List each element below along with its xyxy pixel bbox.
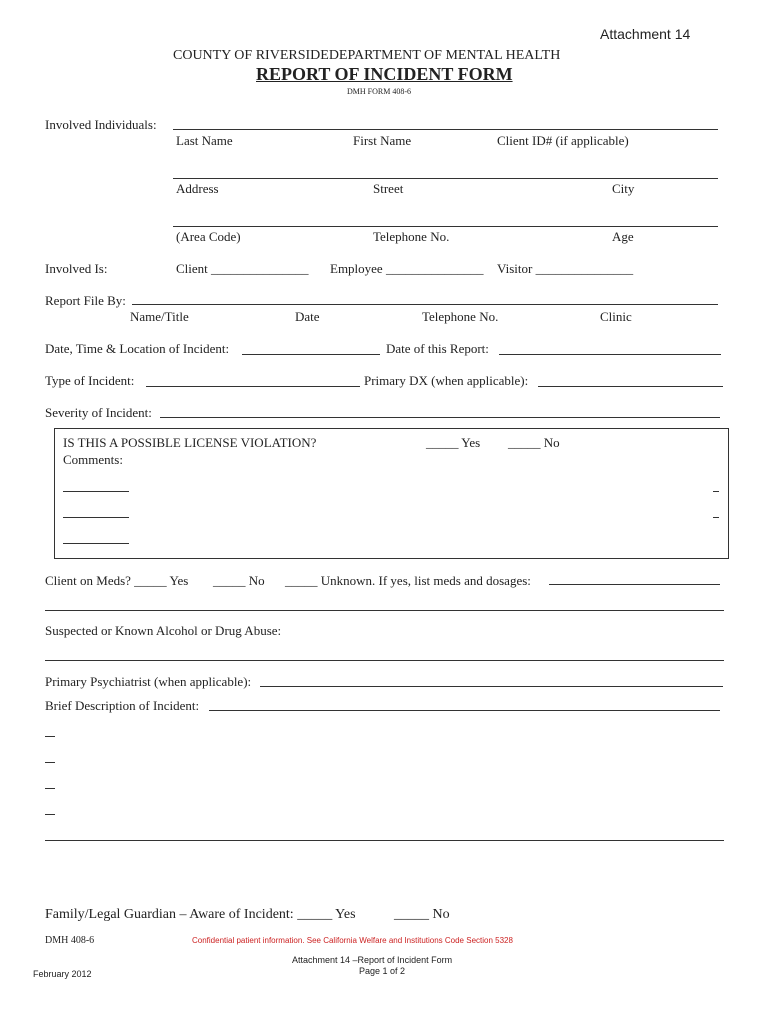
- description-line-full[interactable]: [45, 840, 724, 841]
- comment-line-3[interactable]: [63, 543, 129, 544]
- license-yes-option[interactable]: _____ Yes: [426, 435, 481, 450]
- attachment-label: Attachment 14: [600, 26, 691, 42]
- telephone-label: Telephone No.: [373, 229, 450, 244]
- description-line-3[interactable]: [45, 788, 55, 789]
- comment-line-2[interactable]: [63, 517, 129, 518]
- brief-description-field[interactable]: [209, 710, 720, 711]
- meds-yes-label[interactable]: Client on Meds? _____ Yes: [45, 573, 189, 588]
- comments-label: Comments:: [63, 452, 123, 467]
- comment-line-1-end: [713, 491, 719, 492]
- license-violation-question: IS THIS A POSSIBLE LICENSE VIOLATION?: [63, 435, 317, 450]
- page-title: REPORT OF INCIDENT FORM: [256, 64, 513, 84]
- employee-option[interactable]: Employee _______________: [330, 261, 484, 276]
- footer-date: February 2012: [33, 969, 92, 979]
- form-number: DMH FORM 408-6: [347, 87, 412, 96]
- phone-line[interactable]: [173, 226, 718, 227]
- county-heading: COUNTY OF RIVERSIDEDEPARTMENT OF MENTAL HEALTH: [173, 48, 561, 63]
- date-label: Date: [295, 309, 320, 324]
- report-telephone-label: Telephone No.: [422, 309, 499, 324]
- client-id-label: Client ID# (if applicable): [497, 133, 629, 148]
- primary-dx-label: Primary DX (when applicable):: [364, 373, 529, 388]
- street-label: Street: [373, 181, 404, 196]
- date-of-report-field[interactable]: [499, 354, 721, 355]
- confidential-notice: Confidential patient information. See California Welfare and Institutions Code Section 5328: [192, 936, 513, 945]
- description-line-1[interactable]: [45, 736, 55, 737]
- page-number: Page 1 of 2: [359, 966, 406, 976]
- address-line[interactable]: [173, 178, 718, 179]
- psychiatrist-field[interactable]: [260, 686, 723, 687]
- clinic-label: Clinic: [600, 309, 632, 324]
- involved-is-label: Involved Is:: [45, 261, 108, 276]
- guardian-no-option[interactable]: _____ No: [394, 907, 450, 922]
- description-line-4[interactable]: [45, 814, 55, 815]
- visitor-option[interactable]: Visitor _______________: [497, 261, 634, 276]
- alcohol-drug-field[interactable]: [45, 660, 724, 661]
- footer-dmh: DMH 408-6: [45, 935, 95, 946]
- primary-dx-field[interactable]: [538, 386, 723, 387]
- brief-description-label: Brief Description of Incident:: [45, 698, 200, 713]
- name-title-label: Name/Title: [130, 309, 189, 324]
- city-label: City: [612, 181, 635, 196]
- severity-field[interactable]: [160, 417, 720, 418]
- license-no-option[interactable]: _____ No: [508, 435, 560, 450]
- client-option[interactable]: Client _______________: [176, 261, 309, 276]
- comment-line-1[interactable]: [63, 491, 129, 492]
- comment-line-2-end: [713, 517, 719, 518]
- involved-individuals-label: Involved Individuals:: [45, 117, 157, 132]
- meds-no-option[interactable]: _____ No: [213, 573, 265, 588]
- meds-unknown-option[interactable]: _____ Unknown. If yes, list meds and dosages:: [285, 573, 531, 588]
- report-filed-label: Report File By:: [45, 293, 126, 308]
- last-name-label: Last Name: [176, 133, 233, 148]
- psychiatrist-label: Primary Psychiatrist (when applicable):: [45, 674, 252, 689]
- report-filed-line[interactable]: [132, 304, 718, 305]
- area-code-label: (Area Code): [176, 229, 241, 244]
- description-line-2[interactable]: [45, 762, 55, 763]
- alcohol-drug-label: Suspected or Known Alcohol or Drug Abuse:: [45, 623, 282, 638]
- address-label: Address: [176, 181, 219, 196]
- meds-dosage-field[interactable]: [549, 584, 720, 585]
- guardian-yes-label[interactable]: Family/Legal Guardian – Aware of Incident: _____ Yes: [45, 907, 356, 922]
- age-label: Age: [612, 229, 634, 244]
- type-of-incident-label: Type of Incident:: [45, 373, 135, 388]
- individual-name-line[interactable]: [173, 129, 718, 130]
- date-time-location-field[interactable]: [242, 354, 380, 355]
- severity-label: Severity of Incident:: [45, 405, 152, 420]
- first-name-label: First Name: [353, 133, 412, 148]
- meds-continuation-line[interactable]: [45, 610, 724, 611]
- type-of-incident-field[interactable]: [146, 386, 360, 387]
- footer-attachment-line: Attachment 14 –Report of Incident Form: [292, 955, 453, 965]
- date-of-report-label: Date of this Report:: [386, 341, 489, 356]
- date-time-location-label: Date, Time & Location of Incident:: [45, 341, 230, 356]
